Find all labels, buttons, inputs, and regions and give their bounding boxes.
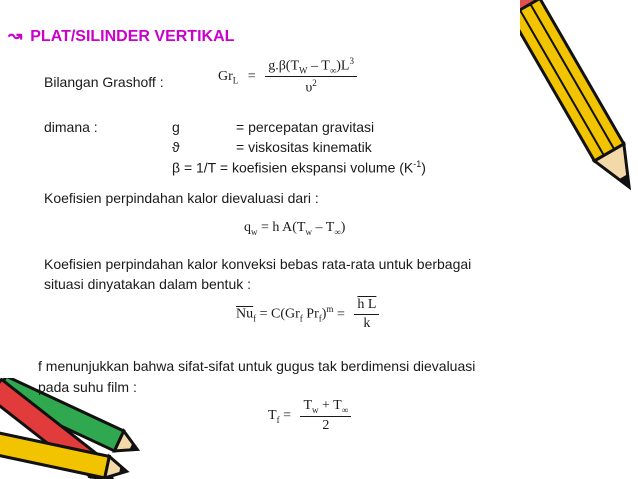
film-intro-2: pada suhu film : — [38, 379, 137, 395]
heat-intro: Koefisien perpindahan kalor dievaluasi dari : — [44, 190, 319, 206]
film-formula: $T_f$ = $\frac{T_w + T_\infty}{2}$ — [268, 398, 351, 434]
definition-symbol: g — [172, 119, 180, 135]
grashof-fraction: $\frac{g.\beta(T_W - T_\infty)L^3}{\upsilon^2}$ — [265, 56, 357, 97]
film-intro-1: f menunjukkan bahwa sifat-sifat untuk gugus tak berdimensi dievaluasi — [38, 358, 476, 374]
convection-intro-1: Koefisien perpindahan kalor konveksi bebas rata-rata untuk berbagai — [44, 256, 472, 272]
grashof-label: Bilangan Grashoff : — [44, 74, 164, 90]
nusselt-fraction: $\frac{\text{h L}}{k}$ — [354, 297, 379, 332]
definition-meaning: = viskositas kinematik — [236, 139, 372, 155]
definition-symbol: ϑ — [172, 139, 180, 155]
heat-formula: $q_w = h$ $A(T_w - T_\infty)$ — [244, 220, 346, 237]
nusselt-formula: $\overline{Nu}_f = C(Gr_f$ $Pr_f)^m$ = $\frac{\text{h L}}{k}$ — [236, 297, 379, 332]
convection-intro-2: situasi dinyatakan dalam bentuk : — [44, 276, 252, 292]
double-arrow-icon: ↝ — [8, 26, 23, 45]
beta-definition: β = 1/T = koefisien ekspansi volume $(K^{-1})$ — [172, 159, 426, 176]
definition-meaning: = percepatan gravitasi — [236, 119, 375, 135]
definitions-label: dimana : — [44, 119, 98, 135]
film-fraction: $\frac{T_w + T_\infty}{2}$ — [300, 398, 351, 434]
grashof-formula: $Gr_L$ = $\frac{g.\beta(T_W - T_\infty)L^3}{\upsilon^2}$ — [218, 56, 357, 97]
pencil-icon — [520, 0, 638, 200]
page-title: ↝ PLAT/SILINDER VERTIKAL — [8, 26, 235, 45]
